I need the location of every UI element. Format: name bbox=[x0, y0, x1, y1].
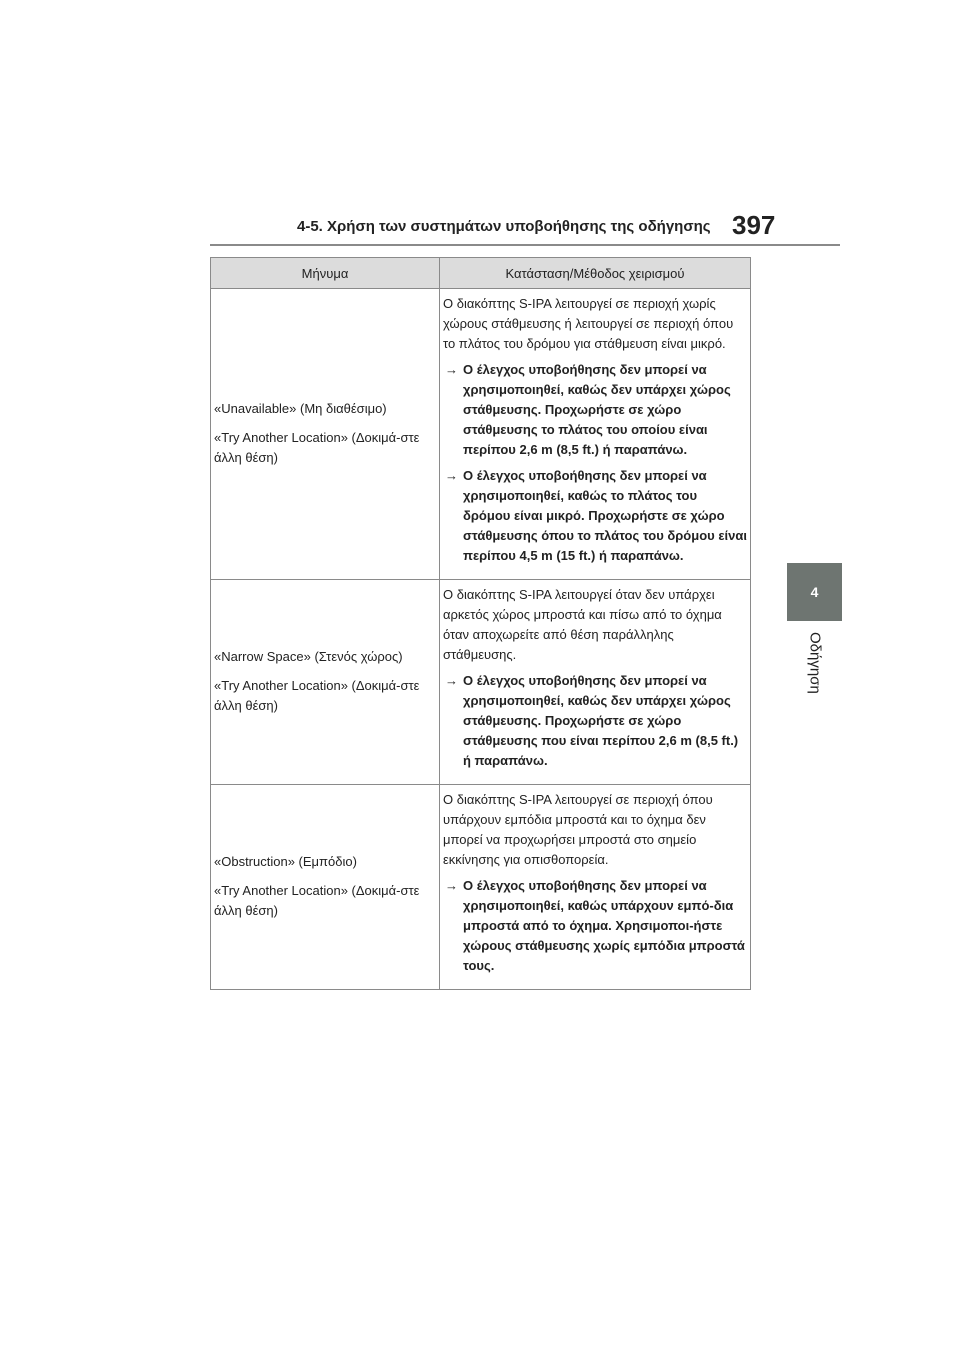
action-item bbox=[443, 671, 747, 771]
page-number: 397 bbox=[732, 210, 776, 240]
condition-description: Ο διακόπτης S-IPA λειτουργεί σε περιοχή χωρίς χώρους στάθμευσης ή λειτουργεί σε περιοχή όπου το πλάτος του δρόμου για στάθμευση είναι μικρό. bbox=[443, 296, 734, 351]
chapter-label: Οδήγηση bbox=[806, 632, 824, 694]
message-table bbox=[210, 257, 751, 990]
message-text: «Try Another Location» (Δοκιμά-στε άλλη θέση) bbox=[214, 429, 420, 465]
table-row bbox=[211, 289, 751, 580]
action-text: Ο έλεγχος υποβοήθησης δεν μπορεί να χρησιμοποιηθεί, καθώς δεν υπάρχει χώρος στάθμευσης. Προχωρήστε σε χώρο στάθμευσης που είναι περίπου 2,6 m (8,5 ft.) ή παραπάνω. bbox=[463, 673, 739, 768]
arrow-icon: → bbox=[445, 878, 458, 893]
condition-cell bbox=[440, 289, 751, 580]
action-text: Ο έλεγχος υποβοήθησης δεν μπορεί να χρησιμοποιηθεί, καθώς υπάρχουν εμπό-δια μπροστά από το όχημα. Χρησιμοποι-ήστε χώρους στάθμευσης χωρίς εμπόδια μπροστά τους. bbox=[463, 878, 745, 973]
message-cell bbox=[211, 580, 440, 785]
action-text: Ο έλεγχος υποβοήθησης δεν μπορεί να χρησιμοποιηθεί, καθώς δεν υπάρχει χώρος στάθμευσης. Προχωρήστε σε χώρο στάθμευσης το πλάτος του οποίου είναι περίπου 2,6 m (8,5 ft.) ή παραπάνω. bbox=[463, 362, 731, 457]
section-title: 4-5. Χρήση των συστημάτων υποβοήθησης της οδήγησης bbox=[297, 218, 711, 235]
chapter-number: 4 bbox=[810, 584, 819, 600]
chapter-tab bbox=[787, 563, 842, 621]
header-divider bbox=[210, 244, 840, 246]
action-item bbox=[443, 360, 747, 460]
condition-description: Ο διακόπτης S-IPA λειτουργεί σε περιοχή όπου υπάρχουν εμπόδια μπροστά και το όχημα δεν μπορεί να προχωρήσει μπροστά στο σημείο εκκίνησης για οπισθοπορεία. bbox=[443, 792, 713, 867]
message-cell bbox=[211, 785, 440, 990]
arrow-icon: → bbox=[445, 673, 458, 688]
message-text: «Obstruction» (Εμπόδιο) bbox=[214, 853, 357, 869]
action-item bbox=[443, 876, 747, 976]
condition-cell bbox=[440, 580, 751, 785]
condition-cell bbox=[440, 785, 751, 990]
message-text: «Narrow Space» (Στενός χώρος) bbox=[214, 648, 403, 664]
action-item bbox=[443, 466, 747, 566]
message-text: «Try Another Location» (Δοκιμά-στε άλλη θέση) bbox=[214, 677, 420, 713]
arrow-icon: → bbox=[445, 362, 458, 377]
action-text: Ο έλεγχος υποβοήθησης δεν μπορεί να χρησιμοποιηθεί, καθώς το πλάτος του δρόμου είναι μικρό. Προχωρήστε σε χώρο στάθμευσης όπου το πλάτος του δρόμου είναι περίπου 4,5 m (15 ft.) ή παραπάνω. bbox=[463, 468, 747, 563]
message-text: «Unavailable» (Μη διαθέσιμο) bbox=[214, 400, 387, 416]
table-header-row bbox=[211, 258, 751, 289]
table-row bbox=[211, 785, 751, 990]
arrow-icon: → bbox=[445, 468, 458, 483]
message-text: «Try Another Location» (Δοκιμά-στε άλλη θέση) bbox=[214, 882, 420, 918]
message-cell bbox=[211, 289, 440, 580]
column-header-condition: Κατάσταση/Μέθοδος χειρισμού bbox=[440, 258, 751, 289]
table-row bbox=[211, 580, 751, 785]
column-header-message: Μήνυμα bbox=[211, 258, 440, 289]
condition-description: Ο διακόπτης S-IPA λειτουργεί όταν δεν υπάρχει αρκετός χώρος μπροστά και πίσω από το όχημα όταν αποχωρείτε από θέση παράλληλης στάθμευσης. bbox=[443, 587, 722, 662]
